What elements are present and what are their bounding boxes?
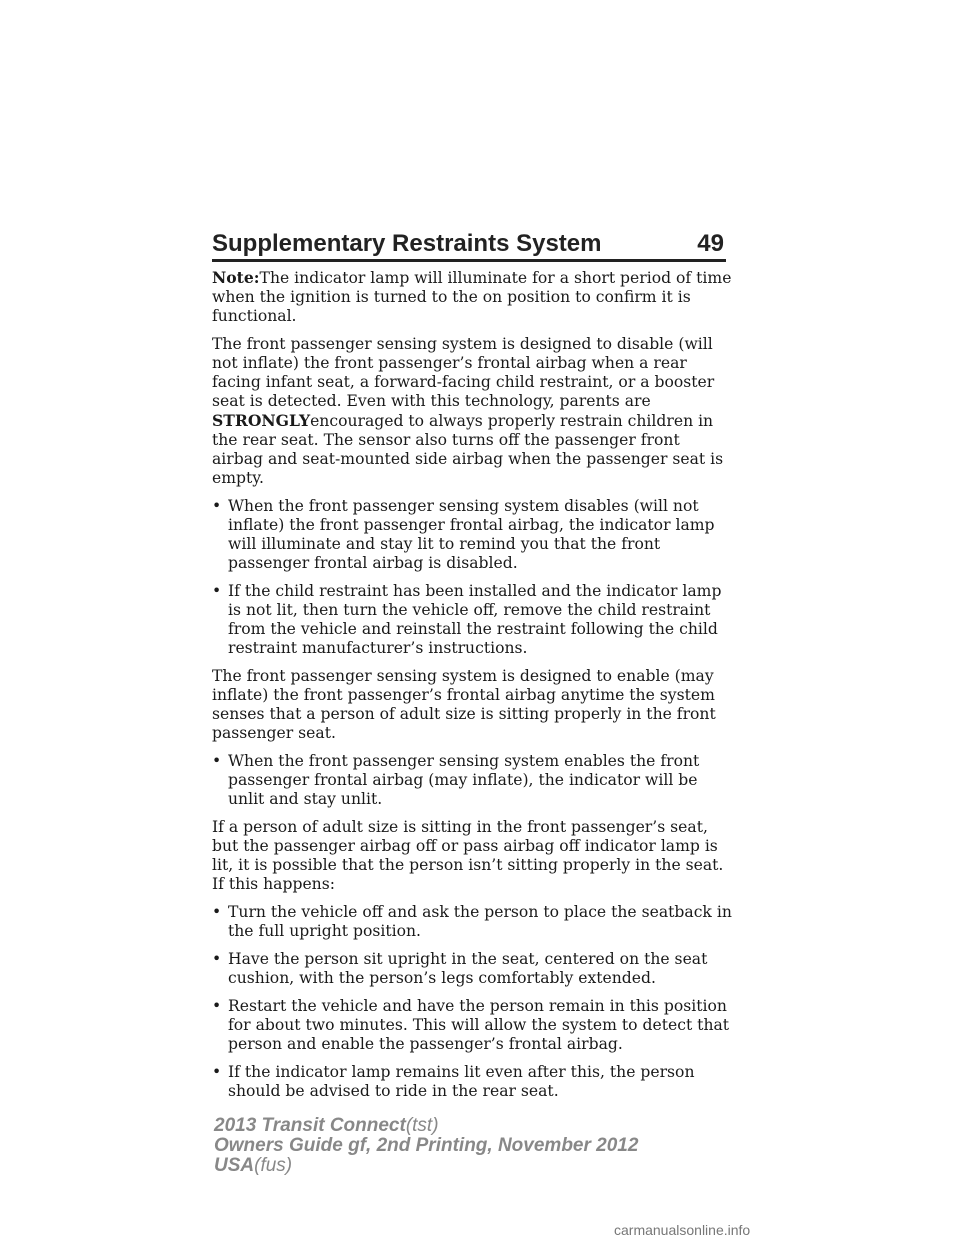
list-item-text: Restart the vehicle and have the person remain in this position for about two minutes. This will allow the system to detect that person and enable the passenger’s frontal airbag. <box>228 997 730 1053</box>
list-item <box>212 903 732 941</box>
list-item-text: If the child restraint has been installed and the indicator lamp is not lit, then turn the vehicle off, remove the child restraint from the vehicle and reinstall the restraint following the child restraint manufacturer’s instructions. <box>228 582 722 657</box>
para1-text-after: encouraged to always properly restrain children in the rear seat. The sensor also turns off the passenger front airbag and seat-mounted side airbag when the passenger seat is empty. <box>212 412 724 487</box>
list-item-text: When the front passenger sensing system enables the front passenger frontal airbag (may inflate), the indicator will be unlit and stay unlit. <box>228 752 700 808</box>
bullet-icon: • <box>212 903 222 921</box>
note-label: Note: <box>212 268 260 287</box>
list-item-text: Have the person sit upright in the seat, centered on the seat cushion, with the person’s legs comfortably extended. <box>228 950 708 987</box>
bullet-icon: • <box>212 950 222 968</box>
footer-line-model <box>214 1116 638 1136</box>
footer-market-code: (fus) <box>254 1155 293 1176</box>
list-item <box>212 582 732 658</box>
footer-model-code: (tst) <box>405 1115 439 1136</box>
page-content <box>212 268 732 1110</box>
footer-market: USA <box>214 1155 255 1176</box>
list-item <box>212 997 732 1054</box>
bullet-icon: • <box>212 582 222 600</box>
list-item <box>212 497 732 573</box>
bullet-icon: • <box>212 497 222 515</box>
watermark: carmanualsonline.info <box>614 1222 751 1238</box>
footer-line-market <box>214 1156 638 1176</box>
strongly-emphasis: STRONGLY <box>212 411 311 430</box>
sensing-disable-paragraph <box>212 335 732 488</box>
bullet-icon: • <box>212 1063 222 1081</box>
list-item <box>212 752 732 809</box>
para1-text-before: The front passenger sensing system is designed to disable (will not inflate) the front passenger’s frontal airbag when a rear facing infant seat, a forward-facing child restraint, or a booster seat is detected. Even with this technology, parents are <box>212 335 715 410</box>
footer-line-printing: Owners Guide gf, 2nd Printing, November 2012 <box>214 1135 639 1156</box>
header-rule <box>212 259 726 262</box>
page-number: 49 <box>697 230 724 257</box>
note-text: The indicator lamp will illuminate for a short period of time when the ignition is turned to the on position to confirm it is functional. <box>212 269 732 325</box>
adult-seating-paragraph: If a person of adult size is sitting in the front passenger’s seat, but the passenger airbag off or pass airbag off indicator lamp is lit, it is possible that the person isn’t sitting properly in the seat. If this happens: <box>212 818 724 893</box>
section-title: Supplementary Restraints System <box>212 230 602 257</box>
list-item <box>212 1063 732 1101</box>
print-footer <box>214 1116 638 1176</box>
footer-model: 2013 Transit Connect <box>214 1115 406 1136</box>
list-item <box>212 950 732 988</box>
note-paragraph <box>212 268 732 326</box>
bullet-icon: • <box>212 997 222 1015</box>
bullet-icon: • <box>212 752 222 770</box>
list-item-text: Turn the vehicle off and ask the person to place the seatback in the full upright position. <box>228 903 732 940</box>
sensing-enable-paragraph: The front passenger sensing system is designed to enable (may inflate) the front passenger’s frontal airbag anytime the system senses that a person of adult size is sitting properly in the front passenger seat. <box>212 667 716 742</box>
list-item-text: When the front passenger sensing system disables (will not inflate) the front passenger frontal airbag, the indicator lamp will illuminate and stay lit to remind you that the front passenger frontal airbag is disabled. <box>228 497 715 572</box>
page-header <box>212 226 726 262</box>
list-item-text: If the indicator lamp remains lit even after this, the person should be advised to ride in the rear seat. <box>228 1063 695 1100</box>
